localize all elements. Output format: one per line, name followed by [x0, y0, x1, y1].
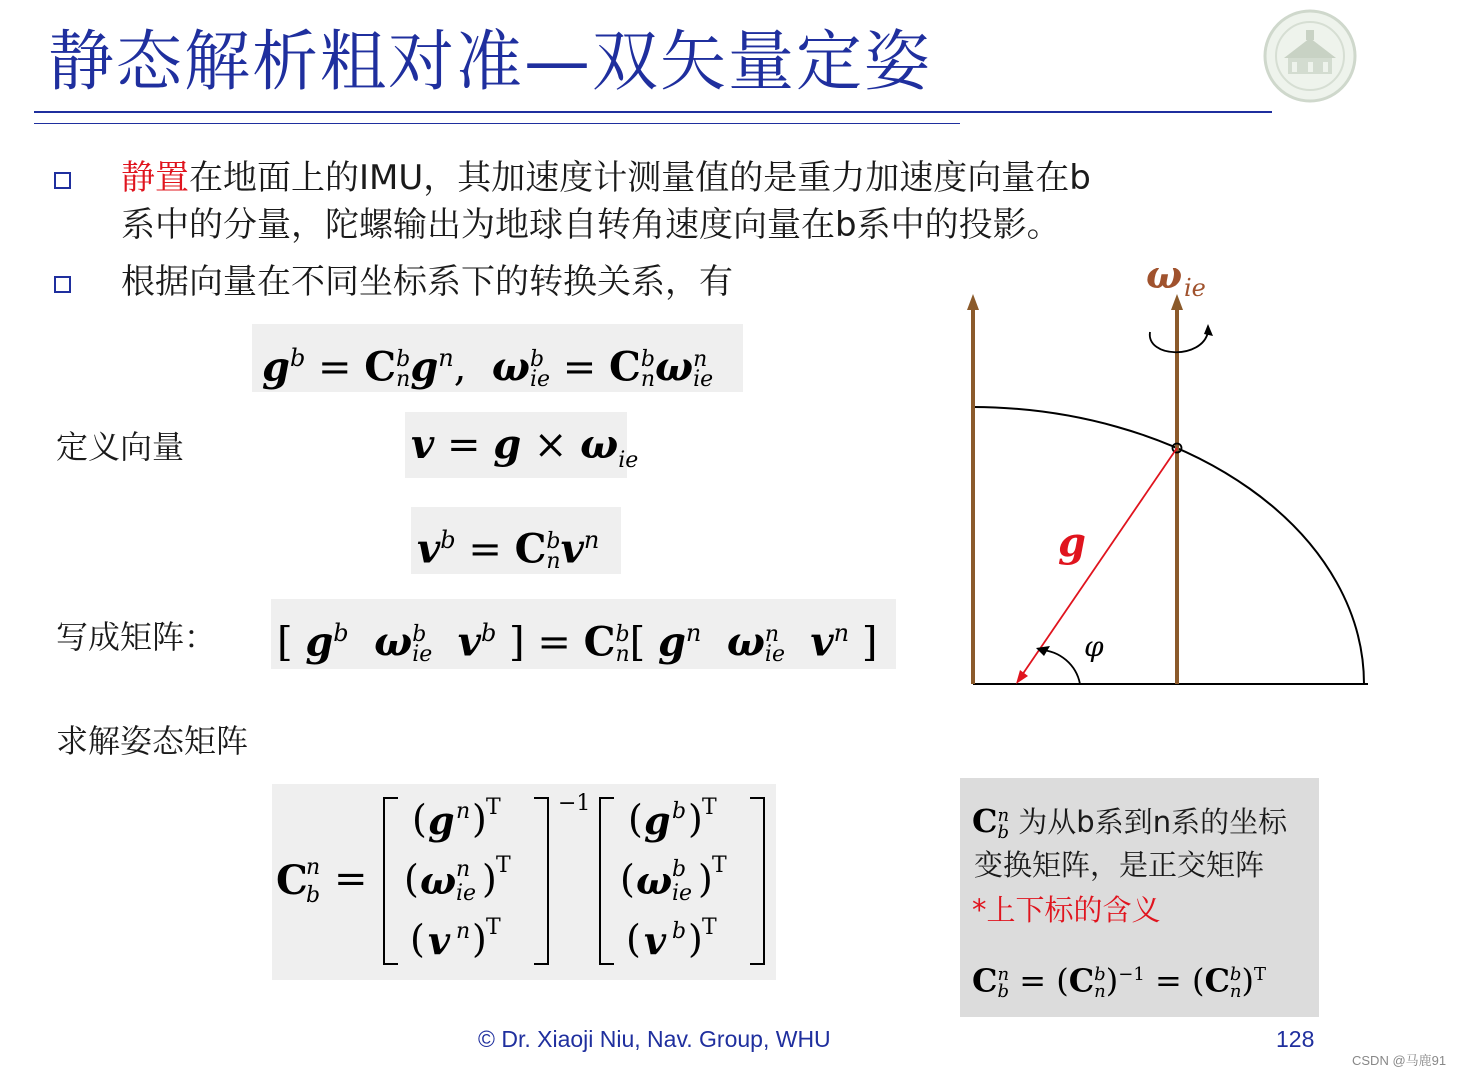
- svg-text:ω: ω: [636, 858, 673, 903]
- svg-text:ie: ie: [672, 881, 693, 906]
- latitude-label: φ: [1084, 630, 1104, 663]
- svg-text:b: b: [672, 799, 687, 824]
- svg-text:=: =: [334, 856, 368, 902]
- equation-transform: $g^b = Cb$ $ng^n$, ωb ie = Cb nωn ie: [252, 324, 743, 392]
- earth-surface-arc: [973, 407, 1364, 684]
- note-box: [960, 778, 1319, 1017]
- svg-text:T: T: [496, 853, 511, 878]
- equation-v-transform: $v^b = Cb$ $nv^n$: [411, 507, 621, 574]
- svg-text:v: v: [644, 918, 667, 963]
- equation-define-v: $v = g \times \omega_{ie}$: [405, 412, 627, 478]
- gravity-label: g: [1058, 519, 1086, 566]
- svg-text:b: b: [672, 919, 687, 944]
- svg-text:T: T: [702, 795, 717, 820]
- svg-text:(: (: [412, 797, 427, 841]
- title-underline-secondary: [34, 123, 960, 124]
- earth-rotation-diagram: [940, 250, 1380, 700]
- bullet-1-text: 在地面上的IMU，其加速度计测量值的是重力加速度向量在b: [189, 158, 1091, 198]
- svg-text:(: (: [628, 797, 643, 841]
- equation-matrix-form: [ $g^b$ ωb ie $v^b$ ] = Cb n[ $g^n$ ωn ie $v^n$ ]: [271, 599, 896, 669]
- svg-text:b: b: [306, 883, 321, 908]
- label-solve-attitude: 求解姿态矩阵: [56, 722, 249, 760]
- title-underline: [34, 111, 1272, 113]
- equation-attitude-solution: [272, 784, 776, 980]
- note-orthogonal-equation: Cn b = (Cb n)$^{-1}$ = (Cb n)$^T$: [972, 961, 1266, 1003]
- svg-text:v: v: [428, 918, 451, 963]
- svg-text:T: T: [702, 915, 717, 940]
- svg-text:T: T: [712, 853, 727, 878]
- bullet-1-highlight: 静置: [121, 158, 189, 198]
- label-write-matrix: 写成矩阵：: [56, 618, 217, 656]
- bullet-1-line-2: 系中的分量，陀螺输出为地球自转角速度向量在b系中的投影。: [121, 205, 1061, 245]
- watermark: CSDN @马鹿91: [1352, 1053, 1447, 1068]
- note-line-2: 变换矩阵，是正交矩阵: [974, 848, 1265, 882]
- svg-text:): ): [688, 917, 703, 961]
- bullet-marker-1: [54, 172, 71, 189]
- svg-text:n: n: [456, 857, 471, 882]
- note-line-3: *上下标的含义: [972, 893, 1161, 927]
- slide-title: 静态解析粗对准—双矢量定姿: [48, 23, 932, 100]
- svg-text:(: (: [626, 917, 641, 961]
- bullet-1-line-1: [121, 155, 1091, 201]
- svg-text:): ): [698, 857, 713, 901]
- svg-text:): ): [472, 797, 487, 841]
- svg-text:): ): [482, 857, 497, 901]
- svg-text:ω: ω: [420, 858, 457, 903]
- svg-text:n: n: [456, 799, 471, 824]
- svg-text:ie: ie: [456, 881, 477, 906]
- svg-text:T: T: [486, 795, 501, 820]
- svg-text:(: (: [620, 857, 635, 901]
- svg-text:g: g: [428, 798, 455, 843]
- svg-text:n: n: [456, 919, 471, 944]
- omega-label: ω: [1146, 252, 1183, 297]
- svg-text:n: n: [306, 855, 321, 880]
- latitude-angle-arc: [1040, 650, 1080, 684]
- omega-subscript: ie: [1184, 274, 1206, 302]
- svg-text:b: b: [672, 857, 687, 882]
- svg-text:(: (: [410, 917, 425, 961]
- page-number: 128: [1276, 1026, 1315, 1052]
- svg-text:C: C: [276, 857, 308, 904]
- footer-credit: © Dr. Xiaoji Niu, Nav. Group, WHU: [478, 1026, 831, 1052]
- note-text-1: 为从b系到n系的坐标: [1018, 805, 1288, 839]
- bullet-2-line-1: 根据向量在不同坐标系下的转换关系，有: [121, 262, 733, 302]
- svg-text:g: g: [644, 798, 671, 843]
- svg-text:): ): [688, 797, 703, 841]
- matrix-solution-svg: [272, 784, 776, 980]
- svg-text:T: T: [486, 915, 501, 940]
- bullet-marker-2: [54, 276, 71, 293]
- label-define-vector: 定义向量: [56, 428, 185, 466]
- note-line-1: Cn b 为从b系到n系的坐标: [972, 802, 1288, 843]
- svg-text:−1: −1: [558, 791, 591, 816]
- svg-text:): ): [472, 917, 487, 961]
- svg-text:(: (: [404, 857, 419, 901]
- university-seal-icon: [1262, 8, 1358, 104]
